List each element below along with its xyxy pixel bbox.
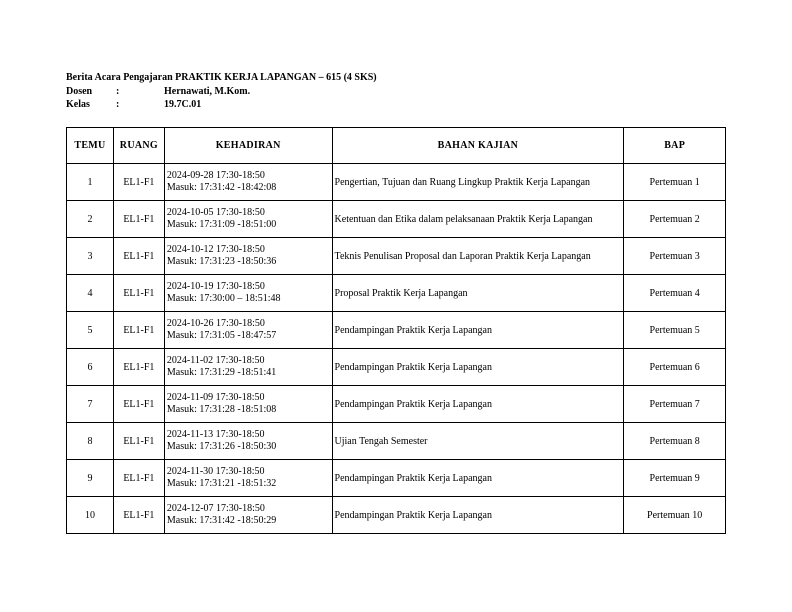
cell-ruang: EL1-F1	[113, 386, 164, 423]
kehadiran-masuk: Masuk: 17:31:21 -18:51:32	[166, 478, 277, 489]
cell-bahan-kajian: Ketentuan dan Etika dalam pelaksanaan Praktik Kerja Lapangan	[332, 201, 624, 238]
kehadiran-jadwal: 2024-12-07 17:30-18:50	[166, 503, 265, 514]
cell-kehadiran	[164, 386, 332, 423]
kehadiran-jadwal: 2024-11-30 17:30-18:50	[166, 466, 265, 477]
table-header-row	[67, 128, 726, 164]
column-header-temu: TEMU	[67, 128, 114, 164]
cell-temu: 2	[67, 201, 114, 238]
table-row	[67, 164, 726, 201]
cell-kehadiran	[164, 349, 332, 386]
cell-temu: 4	[67, 275, 114, 312]
cell-temu: 6	[67, 349, 114, 386]
cell-kehadiran	[164, 201, 332, 238]
cell-bap: Pertemuan 6	[624, 349, 726, 386]
table-row	[67, 275, 726, 312]
cell-bahan-kajian: Pendampingan Praktik Kerja Lapangan	[332, 460, 624, 497]
cell-bap: Pertemuan 4	[624, 275, 726, 312]
document-title: Berita Acara Pengajaran PRAKTIK KERJA LAPANGAN – 615 (4 SKS)	[66, 72, 377, 83]
kehadiran-masuk: Masuk: 17:31:05 -18:47:57	[166, 330, 277, 341]
cell-bahan-kajian: Proposal Praktik Kerja Lapangan	[332, 275, 624, 312]
kehadiran-masuk: Masuk: 17:31:28 -18:51:08	[166, 404, 277, 415]
kehadiran-jadwal: 2024-10-12 17:30-18:50	[166, 244, 265, 255]
kehadiran-jadwal: 2024-10-19 17:30-18:50	[166, 281, 265, 292]
cell-temu: 8	[67, 423, 114, 460]
cell-bahan-kajian: Pengertian, Tujuan dan Ruang Lingkup Praktik Kerja Lapangan	[332, 164, 624, 201]
table-row	[67, 238, 726, 275]
cell-ruang: EL1-F1	[113, 275, 164, 312]
column-header-bahan-kajian: BAHAN KAJIAN	[332, 128, 624, 164]
cell-kehadiran	[164, 497, 332, 534]
cell-bap: Pertemuan 2	[624, 201, 726, 238]
document-header	[66, 71, 377, 112]
cell-temu: 9	[67, 460, 114, 497]
kehadiran-masuk: Masuk: 17:31:42 -18:42:08	[166, 182, 277, 193]
kehadiran-jadwal: 2024-11-09 17:30-18:50	[166, 392, 265, 403]
cell-temu: 5	[67, 312, 114, 349]
cell-temu: 10	[67, 497, 114, 534]
cell-bahan-kajian: Pendampingan Praktik Kerja Lapangan	[332, 312, 624, 349]
kehadiran-jadwal: 2024-10-05 17:30-18:50	[166, 207, 265, 218]
cell-kehadiran	[164, 312, 332, 349]
dosen-colon: :	[116, 85, 120, 97]
cell-bahan-kajian: Teknis Penulisan Proposal dan Laporan Praktik Kerja Lapangan	[332, 238, 624, 275]
cell-kehadiran	[164, 460, 332, 497]
cell-ruang: EL1-F1	[113, 312, 164, 349]
cell-ruang: EL1-F1	[113, 164, 164, 201]
dosen-row	[66, 85, 377, 99]
cell-ruang: EL1-F1	[113, 423, 164, 460]
kehadiran-masuk: Masuk: 17:30:00 – 18:51:48	[166, 293, 281, 304]
cell-temu: 3	[67, 238, 114, 275]
dosen-label: Dosen	[66, 85, 93, 97]
cell-ruang: EL1-F1	[113, 460, 164, 497]
cell-kehadiran	[164, 238, 332, 275]
kehadiran-jadwal: 2024-11-13 17:30-18:50	[166, 429, 265, 440]
cell-bahan-kajian: Pendampingan Praktik Kerja Lapangan	[332, 349, 624, 386]
kelas-colon: :	[116, 99, 120, 110]
cell-temu: 1	[67, 164, 114, 201]
cell-bahan-kajian: Ujian Tengah Semester	[332, 423, 624, 460]
kehadiran-masuk: Masuk: 17:31:29 -18:51:41	[166, 367, 277, 378]
kelas-row	[66, 98, 377, 112]
cell-bap: Pertemuan 9	[624, 460, 726, 497]
table-row	[67, 201, 726, 238]
kelas-label: Kelas	[66, 99, 90, 110]
cell-ruang: EL1-F1	[113, 238, 164, 275]
cell-bahan-kajian: Pendampingan Praktik Kerja Lapangan	[332, 497, 624, 534]
kehadiran-jadwal: 2024-11-02 17:30-18:50	[166, 355, 265, 366]
cell-ruang: EL1-F1	[113, 497, 164, 534]
cell-bap: Pertemuan 10	[624, 497, 726, 534]
kehadiran-jadwal: 2024-10-26 17:30-18:50	[166, 318, 265, 329]
attendance-table	[66, 127, 726, 534]
table-row	[67, 423, 726, 460]
cell-bahan-kajian: Pendampingan Praktik Kerja Lapangan	[332, 386, 624, 423]
kehadiran-masuk: Masuk: 17:31:23 -18:50:36	[166, 256, 277, 267]
kelas-value: 19.7C.01	[164, 99, 202, 110]
cell-bap: Pertemuan 5	[624, 312, 726, 349]
cell-ruang: EL1-F1	[113, 349, 164, 386]
kehadiran-masuk: Masuk: 17:31:26 -18:50:30	[166, 441, 277, 452]
table-row	[67, 497, 726, 534]
kehadiran-jadwal: 2024-09-28 17:30-18:50	[166, 170, 265, 181]
column-header-kehadiran: KEHADIRAN	[164, 128, 332, 164]
table-row	[67, 460, 726, 497]
cell-bap: Pertemuan 8	[624, 423, 726, 460]
cell-kehadiran	[164, 423, 332, 460]
table-row	[67, 312, 726, 349]
column-header-ruang: RUANG	[113, 128, 164, 164]
cell-bap: Pertemuan 7	[624, 386, 726, 423]
dosen-value: Hernawati, M.Kom.	[164, 85, 251, 97]
cell-bap: Pertemuan 1	[624, 164, 726, 201]
cell-ruang: EL1-F1	[113, 201, 164, 238]
kehadiran-masuk: Masuk: 17:31:42 -18:50:29	[166, 515, 277, 526]
kehadiran-masuk: Masuk: 17:31:09 -18:51:00	[166, 219, 277, 230]
table-row	[67, 349, 726, 386]
cell-kehadiran	[164, 275, 332, 312]
cell-bap: Pertemuan 3	[624, 238, 726, 275]
cell-temu: 7	[67, 386, 114, 423]
column-header-bap: BAP	[624, 128, 726, 164]
cell-kehadiran	[164, 164, 332, 201]
table-row	[67, 386, 726, 423]
